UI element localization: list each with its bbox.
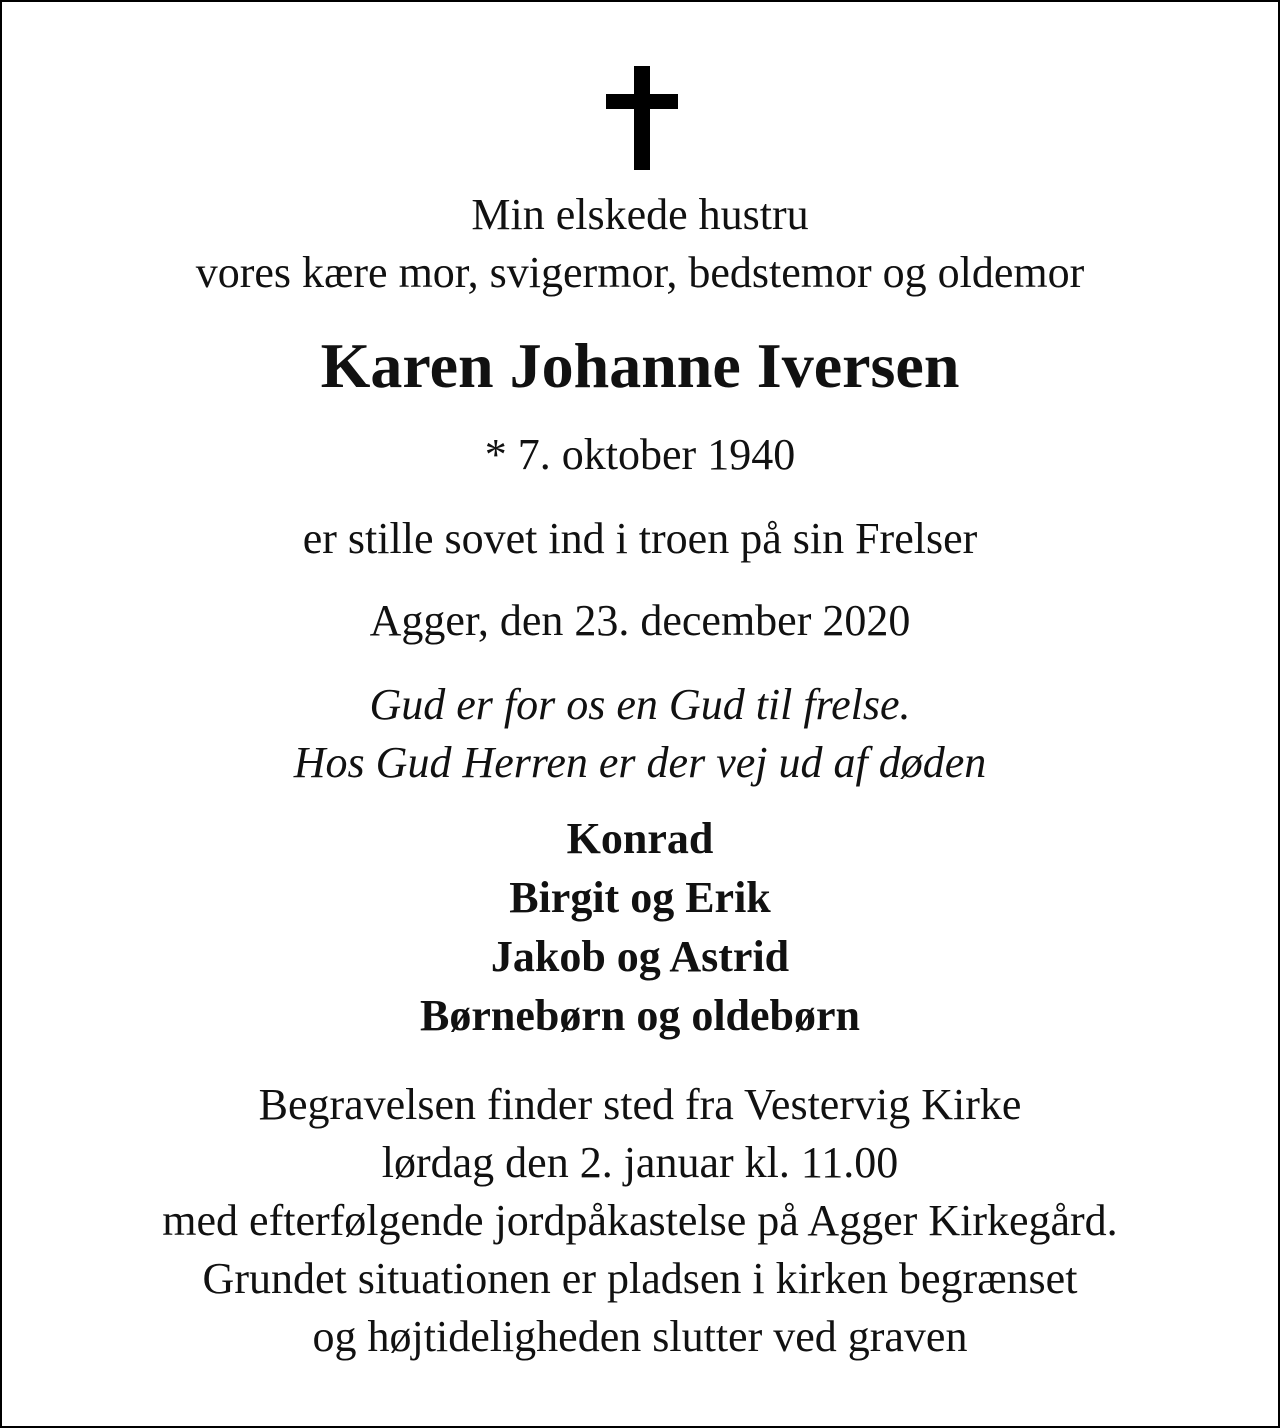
funeral-line-5: og højtideligheden slutter ved graven [312,1312,968,1361]
birth-date: * 7. oktober 1940 [484,430,796,479]
place-and-date: Agger, den 23. december 2020 [369,596,911,645]
funeral-line-3: med efterfølgende jordpåkastelse på Agger Kirkegård. [162,1196,1118,1245]
intro-line-1: Min elskede hustru [471,190,809,239]
verse-line-1: Gud er for os en Gud til frelse. [369,680,911,729]
mourner-name: Birgit og Erik [509,873,771,922]
funeral-line-4: Grundet situationen er pladsen i kirken begrænset [202,1254,1078,1303]
funeral-line-2: lørdag den 2. januar kl. 11.00 [381,1138,899,1187]
mourner-name: Konrad [566,814,714,863]
mourner-name: Jakob og Astrid [490,932,790,981]
intro-line-2: vores kære mor, svigermor, bedstemor og oldemor [195,248,1085,297]
mourner-name: Børnebørn og oldebørn [419,991,861,1040]
cross-icon [606,66,678,170]
funeral-line-1: Begravelsen finder sted fra Vestervig Kirke [258,1080,1022,1129]
deceased-name: Karen Johanne Iversen [320,330,960,401]
verse-line-2: Hos Gud Herren er der vej ud af døden [293,738,987,787]
passed-text: er stille sovet ind i troen på sin Frelser [302,514,978,563]
